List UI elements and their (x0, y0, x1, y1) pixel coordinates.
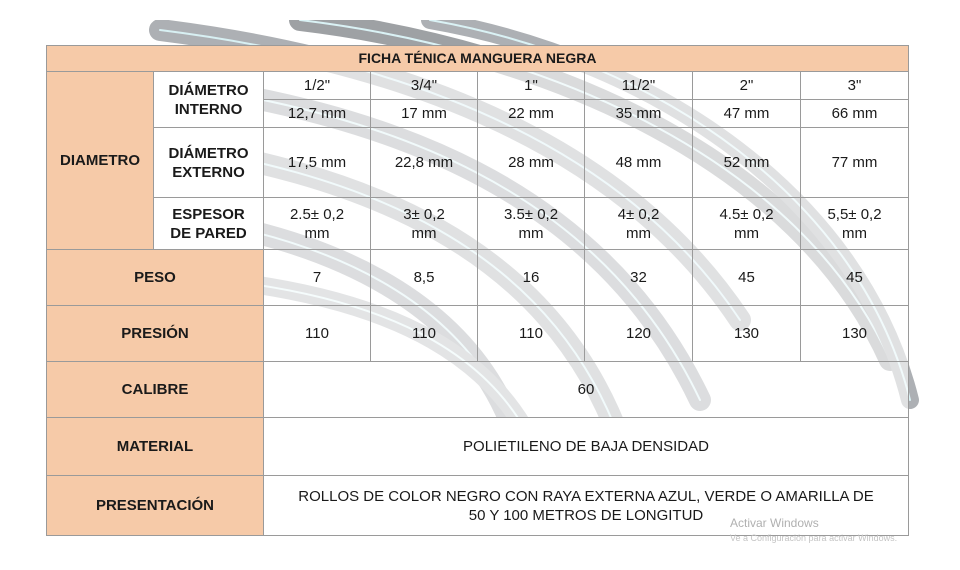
row-header-material: MATERIAL (47, 418, 264, 476)
weight-cell: 32 (585, 250, 693, 306)
external-mm-cell: 22,8 mm (371, 128, 478, 198)
weight-cell: 45 (693, 250, 801, 306)
pressure-cell: 130 (693, 306, 801, 362)
size-inch-cell: 11/2" (585, 72, 693, 100)
pressure-cell: 110 (371, 306, 478, 362)
size-inch-cell: 3/4" (371, 72, 478, 100)
external-mm-cell: 28 mm (478, 128, 585, 198)
size-inch-cell: 1" (478, 72, 585, 100)
table-title: FICHA TÉNICA MANGUERA NEGRA (47, 46, 909, 72)
wall-thickness-cell: 2.5± 0,2 mm (264, 198, 371, 250)
row-header-presion: PRESIÓN (47, 306, 264, 362)
pressure-cell: 120 (585, 306, 693, 362)
wall-thickness-cell: 3± 0,2 mm (371, 198, 478, 250)
spec-table (46, 45, 909, 536)
row-header-presentacion: PRESENTACIÓN (47, 476, 264, 536)
size-inch-cell: 2" (693, 72, 801, 100)
pressure-cell: 130 (801, 306, 909, 362)
row-header-diametro-interno: DIÁMETRO INTERNO (154, 72, 264, 128)
row-header-espesor: ESPESOR DE PARED (154, 198, 264, 250)
row-header-calibre: CALIBRE (47, 362, 264, 418)
pressure-cell: 110 (478, 306, 585, 362)
external-mm-cell: 17,5 mm (264, 128, 371, 198)
row-header-diametro-externo: DIÁMETRO EXTERNO (154, 128, 264, 198)
internal-mm-cell: 35 mm (585, 100, 693, 128)
pressure-cell: 110 (264, 306, 371, 362)
calibre-value: 60 (264, 362, 909, 418)
activate-windows-watermark: Activar Windows (730, 516, 819, 530)
row-header-diametro: DIAMETRO (47, 72, 154, 250)
weight-cell: 7 (264, 250, 371, 306)
internal-mm-cell: 22 mm (478, 100, 585, 128)
internal-mm-cell: 17 mm (371, 100, 478, 128)
external-mm-cell: 48 mm (585, 128, 693, 198)
row-header-peso: PESO (47, 250, 264, 306)
internal-mm-cell: 12,7 mm (264, 100, 371, 128)
wall-thickness-cell: 3.5± 0,2 mm (478, 198, 585, 250)
activate-windows-watermark-sub: Ve a Configuración para activar Windows. (730, 533, 898, 543)
wall-thickness-cell: 4.5± 0,2 mm (693, 198, 801, 250)
wall-thickness-cell: 5,5± 0,2 mm (801, 198, 909, 250)
size-inch-cell: 3" (801, 72, 909, 100)
weight-cell: 8,5 (371, 250, 478, 306)
weight-cell: 16 (478, 250, 585, 306)
material-value: POLIETILENO DE BAJA DENSIDAD (264, 418, 909, 476)
external-mm-cell: 77 mm (801, 128, 909, 198)
external-mm-cell: 52 mm (693, 128, 801, 198)
wall-thickness-cell: 4± 0,2 mm (585, 198, 693, 250)
internal-mm-cell: 66 mm (801, 100, 909, 128)
weight-cell: 45 (801, 250, 909, 306)
size-inch-cell: 1/2" (264, 72, 371, 100)
presentacion-value: ROLLOS DE COLOR NEGRO CON RAYA EXTERNA AZUL, VERDE O AMARILLA DE 50 Y 100 METROS DE LONGITUD (264, 476, 909, 536)
internal-mm-cell: 47 mm (693, 100, 801, 128)
